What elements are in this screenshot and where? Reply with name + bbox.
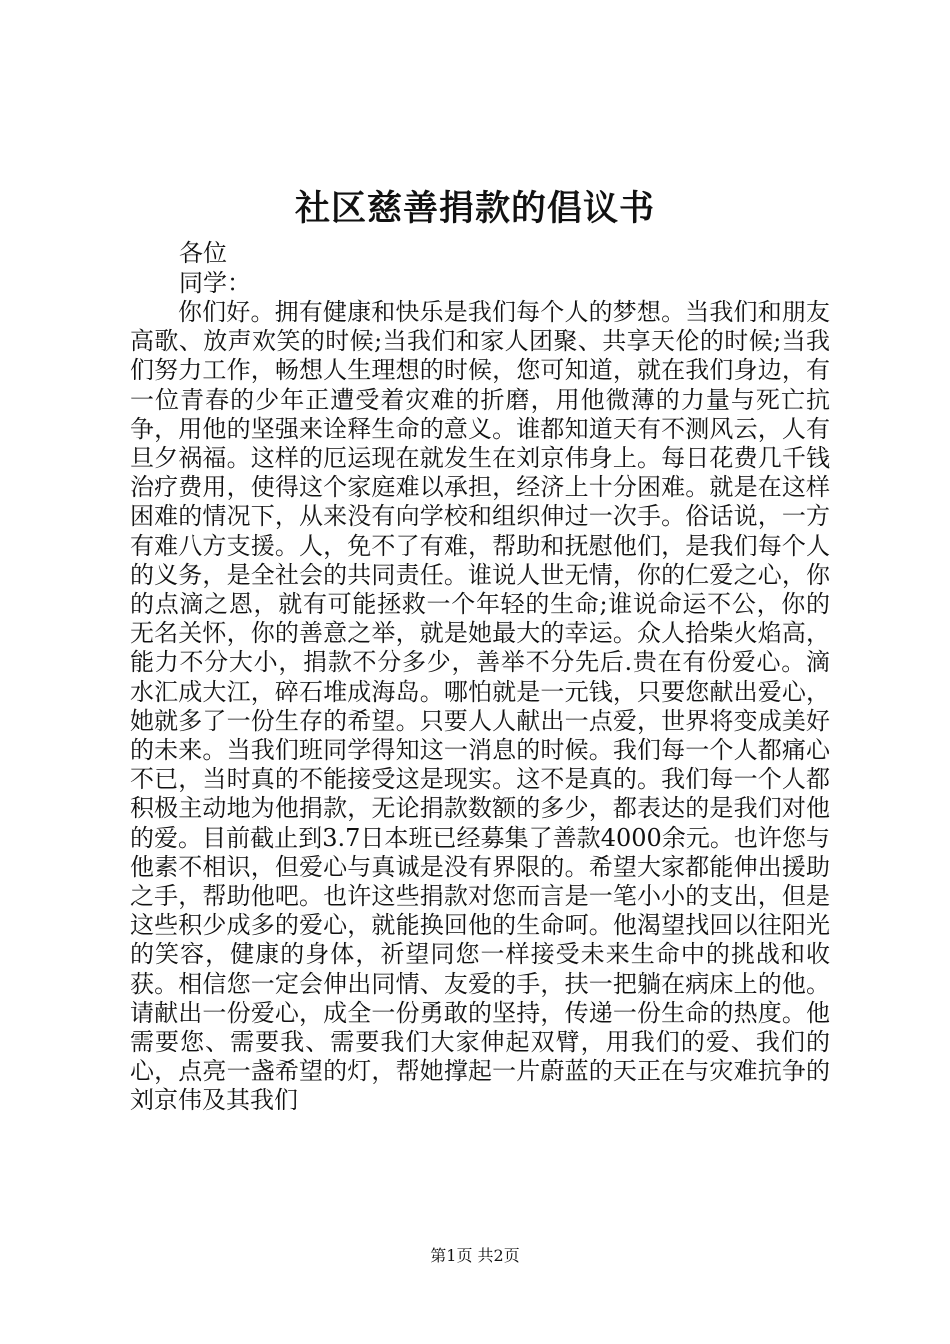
document-title: 社区慈善捐款的倡议书 — [294, 188, 655, 229]
page-number-footer: 第1页 共2页 — [430, 1246, 520, 1265]
body-paragraph: 你们好。拥有健康和快乐是我们每个人的梦想。当我们和朋友高歌、放声欢笑的时候;当我们和家人团聚、共享天伦的时候;当我们努力工作，畅想人生理想的时候，您可知道，就在我们身边，有一位青春的少年正遭受着灾难的折磨，用他微薄的力量与死亡抗争，用他的坚强来诠释生命的意义。谁都知道天有不测风云，人有旦夕祸福。这样的厄运现在就发生在刘京伟身上。每日花费几千钱治疗费用，使得这个家庭难以承担，经济上十分困难。就是在这样困难的情况下，从来没有向学校和组织伸过一次手。俗话说，一方有难八方支援。人，免不了有难，帮助和抚慰他们，是我们每个人的义务，是全社会的共同责任。谁说人世无情，你的仁爱之心，你的点滴之恩，就有可能拯救一个年轻的生命;谁说命运不公，你的无名关怀，你的善意之举，就是她最大的幸运。众人拾柴火焰高，能力不分大小，捐款不分多少，善举不分先后.贵在有份爱心。滴水汇成大江，碎石堆成海岛。哪怕就是一元钱，只要您献出爱心，她就多了一份生存的希望。只要人人献出一点爱，世界将变成美好的未来。当我们班同学得知这一消息的时候。我们每一个人都痛心不已，当时真的不能接受这是现实。这不是真的。我们每一个人都积极主动地为他捐款，无论捐款数额的多少，都表达的是我们对他的爱。目前截止到3.7日本班已经募集了善款4000余元。也许您与他素不相识，但爱心与真诚是没有界限的。希望大家都能伸出援助之手，帮助他吧。也许这些捐款对您而言是一笔小小的支出，但是这些积少成多的爱心，就能换回他的生命呵。他渴望找回以往阳光的笑容，健康的身体，祈望同您一样接受未来生命中的挑战和收获。相信您一定会伸出同情、友爱的手，扶一把躺在病床上的他。请献出一份爱心，成全一份勇敢的坚持，传递一份生命的热度。他需要您、需要我、需要我们大家伸起双臂，用我们的爱、我们的心，点亮一盏希望的灯，帮她撑起一片蔚蓝的天正在与灾难抗争的刘京伟及其我们 — [130, 298, 830, 1115]
greeting-line-1: 各位 — [179, 239, 227, 267]
greeting-line-2: 同学： — [179, 269, 251, 297]
